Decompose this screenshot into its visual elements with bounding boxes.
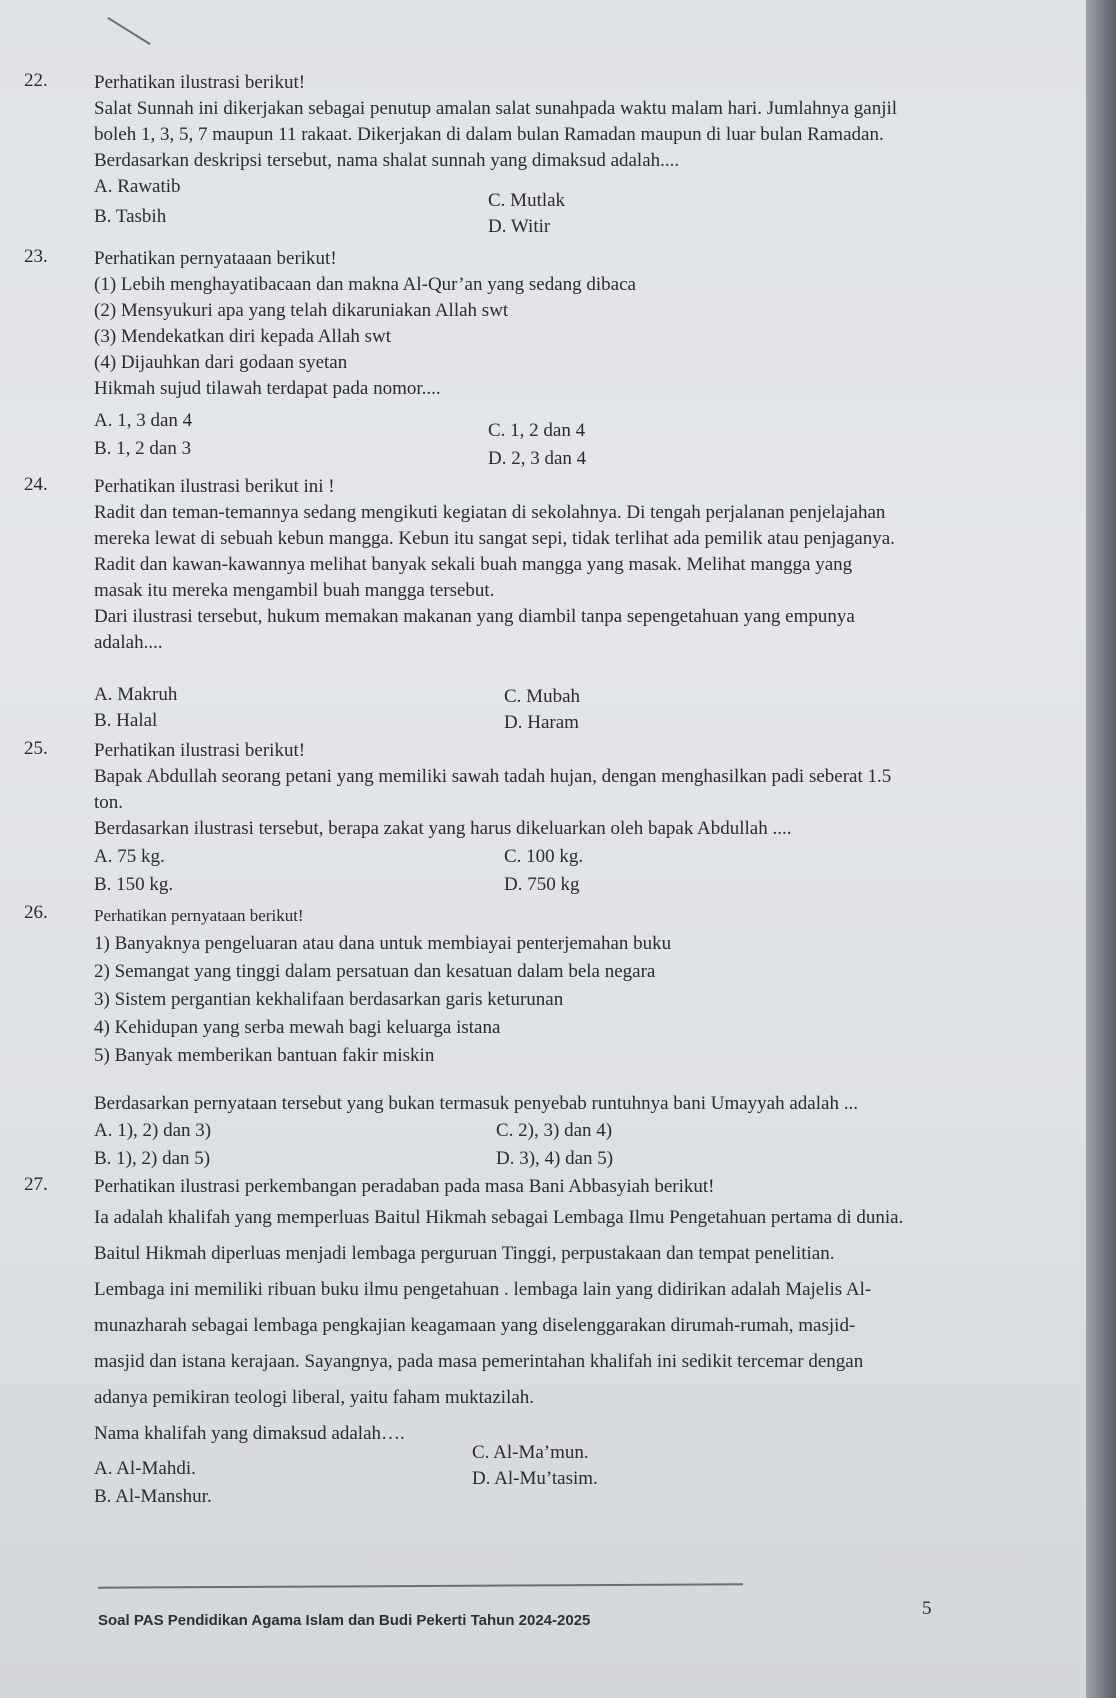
question-text: Hikmah sujud tilawah terdapat pada nomor.... bbox=[94, 378, 441, 399]
question-number: 23. bbox=[24, 246, 48, 267]
statement: (3) Mendekatkan diri kepada Allah swt bbox=[94, 326, 392, 347]
question-text: Ia adalah khalifah yang memperluas Baitul Hikmah sebagai Lembaga Ilmu Pengetahuan pertama di dunia. bbox=[94, 1207, 904, 1228]
question-prompt: Perhatikan ilustrasi perkembangan peradaban pada masa Bani Abbasyiah berikut! bbox=[94, 1176, 715, 1197]
option-b: B. Halal bbox=[94, 710, 158, 731]
question-number: 22. bbox=[24, 70, 48, 91]
question-number: 24. bbox=[24, 474, 48, 495]
option-b: B. Tasbih bbox=[94, 206, 167, 227]
question-text: boleh 1, 3, 5, 7 maupun 11 rakaat. Dikerjakan di dalam bulan Ramadan maupun di luar bulan Ramadan. bbox=[94, 124, 884, 145]
question-text: Berdasarkan deskripsi tersebut, nama shalat sunnah yang dimaksud adalah.... bbox=[94, 150, 680, 171]
statement: 1) Banyaknya pengeluaran atau dana untuk membiayai penterjemahan buku bbox=[94, 933, 672, 954]
question-27 bbox=[24, 1174, 1066, 1507]
question-text: Salat Sunnah ini dikerjakan sebagai penutup amalan salat sunahpada waktu malam hari. Jumlahnya ganjil bbox=[94, 98, 898, 119]
question-text: Baitul Hikmah diperluas menjadi lembaga perguruan Tinggi, perpustakaan dan tempat penelitian. bbox=[94, 1243, 835, 1264]
question-prompt: Perhatikan ilustrasi berikut! bbox=[94, 72, 306, 93]
option-a: A. 1), 2) dan 3) bbox=[94, 1120, 212, 1141]
pen-mark bbox=[107, 17, 150, 45]
option-a: A. Rawatib bbox=[94, 176, 181, 197]
option-a: A. Al-Mahdi. bbox=[94, 1458, 196, 1479]
option-d: D. Haram bbox=[504, 712, 579, 733]
option-a: A. 1, 3 dan 4 bbox=[94, 410, 193, 431]
option-b: B. 150 kg. bbox=[94, 874, 174, 895]
question-prompt: Perhatikan ilustrasi berikut! bbox=[94, 740, 306, 761]
question-text: Bapak Abdullah seorang petani yang memiliki sawah tadah hujan, dengan menghasilkan padi seberat 1.5 bbox=[94, 766, 892, 787]
question-text: Dari ilustrasi tersebut, hukum memakan makanan yang diambil tanpa sepengetahuan yang empunya bbox=[94, 606, 855, 627]
option-d: D. 3), 4) dan 5) bbox=[496, 1148, 614, 1169]
page-number: 5 bbox=[922, 1598, 932, 1619]
question-prompt: Perhatikan pernyataaan berikut! bbox=[94, 248, 337, 269]
statement: (4) Dijauhkan dari godaan syetan bbox=[94, 352, 348, 373]
statement: 4) Kehidupan yang serba mewah bagi keluarga istana bbox=[94, 1017, 501, 1038]
question-number: 26. bbox=[24, 902, 48, 923]
background-edge bbox=[1086, 0, 1116, 1698]
option-c: C. Mutlak bbox=[488, 190, 566, 211]
question-text: Nama khalifah yang dimaksud adalah…. bbox=[94, 1423, 405, 1444]
question-26 bbox=[24, 902, 1066, 1169]
statement: (2) Mensyukuri apa yang telah dikaruniakan Allah swt bbox=[94, 300, 509, 321]
question-text: Berdasarkan ilustrasi tersebut, berapa zakat yang harus dikeluarkan oleh bapak Abdullah .... bbox=[94, 818, 792, 839]
question-24 bbox=[24, 474, 1066, 733]
question-25 bbox=[24, 738, 1066, 895]
footer-divider bbox=[98, 1583, 743, 1588]
statement: (1) Lebih menghayatibacaan dan makna Al-Qur’an yang sedang dibaca bbox=[94, 274, 636, 295]
option-d: D. Al-Mu’tasim. bbox=[472, 1468, 598, 1489]
option-c: C. Al-Ma’mun. bbox=[472, 1442, 589, 1463]
statement: 2) Semangat yang tinggi dalam persatuan dan kesatuan dalam bela negara bbox=[94, 961, 656, 982]
question-text: ton. bbox=[94, 792, 124, 813]
question-text: adanya pemikiran teologi liberal, yaitu faham muktazilah. bbox=[94, 1387, 535, 1408]
question-text: Radit dan kawan-kawannya melihat banyak sekali buah mangga yang masak. Melihat mangga yang bbox=[94, 554, 853, 575]
question-number: 27. bbox=[24, 1174, 48, 1195]
option-c: C. 1, 2 dan 4 bbox=[488, 420, 586, 441]
question-number: 25. bbox=[24, 738, 48, 759]
option-c: C. Mubah bbox=[504, 686, 580, 707]
question-22 bbox=[24, 70, 1066, 237]
question-text: Radit dan teman-temannya sedang mengikuti kegiatan di sekolahnya. Di tengah perjalanan penjelajahan bbox=[94, 502, 886, 523]
statement: 5) Banyak memberikan bantuan fakir miskin bbox=[94, 1045, 435, 1066]
option-b: B. 1, 2 dan 3 bbox=[94, 438, 192, 459]
option-d: D. Witir bbox=[488, 216, 551, 237]
statement: 3) Sistem pergantian kekhalifaan berdasarkan garis keturunan bbox=[94, 989, 564, 1010]
question-text: masjid dan istana kerajaan. Sayangnya, pada masa pemerintahan khalifah ini sedikit tercemar dengan bbox=[94, 1351, 864, 1372]
option-c: C. 100 kg. bbox=[504, 846, 584, 867]
footer-text: Soal PAS Pendidikan Agama Islam dan Budi Pekerti Tahun 2024-2025 bbox=[98, 1612, 591, 1629]
option-a: A. Makruh bbox=[94, 684, 178, 705]
question-text: masak itu mereka mengambil buah mangga tersebut. bbox=[94, 580, 495, 601]
question-23 bbox=[24, 246, 1066, 469]
question-text: Berdasarkan pernyataan tersebut yang bukan termasuk penyebab runtuhnya bani Umayyah adalah ... bbox=[94, 1093, 858, 1114]
option-b: B. 1), 2) dan 5) bbox=[94, 1148, 211, 1169]
question-text: munazharah sebagai lembaga pengkajian keagamaan yang diselenggarakan dirumah-rumah, masjid- bbox=[94, 1315, 856, 1336]
question-text: adalah.... bbox=[94, 632, 163, 653]
option-c: C. 2), 3) dan 4) bbox=[496, 1120, 613, 1141]
option-d: D. 2, 3 dan 4 bbox=[488, 448, 587, 469]
question-prompt: Perhatikan ilustrasi berikut ini ! bbox=[94, 476, 335, 497]
option-d: D. 750 kg bbox=[504, 874, 580, 895]
option-a: A. 75 kg. bbox=[94, 846, 165, 867]
question-text: Lembaga ini memiliki ribuan buku ilmu pengetahuan . lembaga lain yang didirikan adalah Majelis Al- bbox=[94, 1279, 872, 1300]
question-prompt: Perhatikan pernyataan berikut! bbox=[94, 906, 304, 925]
option-b: B. Al-Manshur. bbox=[94, 1486, 212, 1507]
question-text: mereka lewat di sebuah kebun mangga. Kebun itu sangat sepi, tidak terlihat ada pemilik atau penjaganya. bbox=[94, 528, 895, 549]
